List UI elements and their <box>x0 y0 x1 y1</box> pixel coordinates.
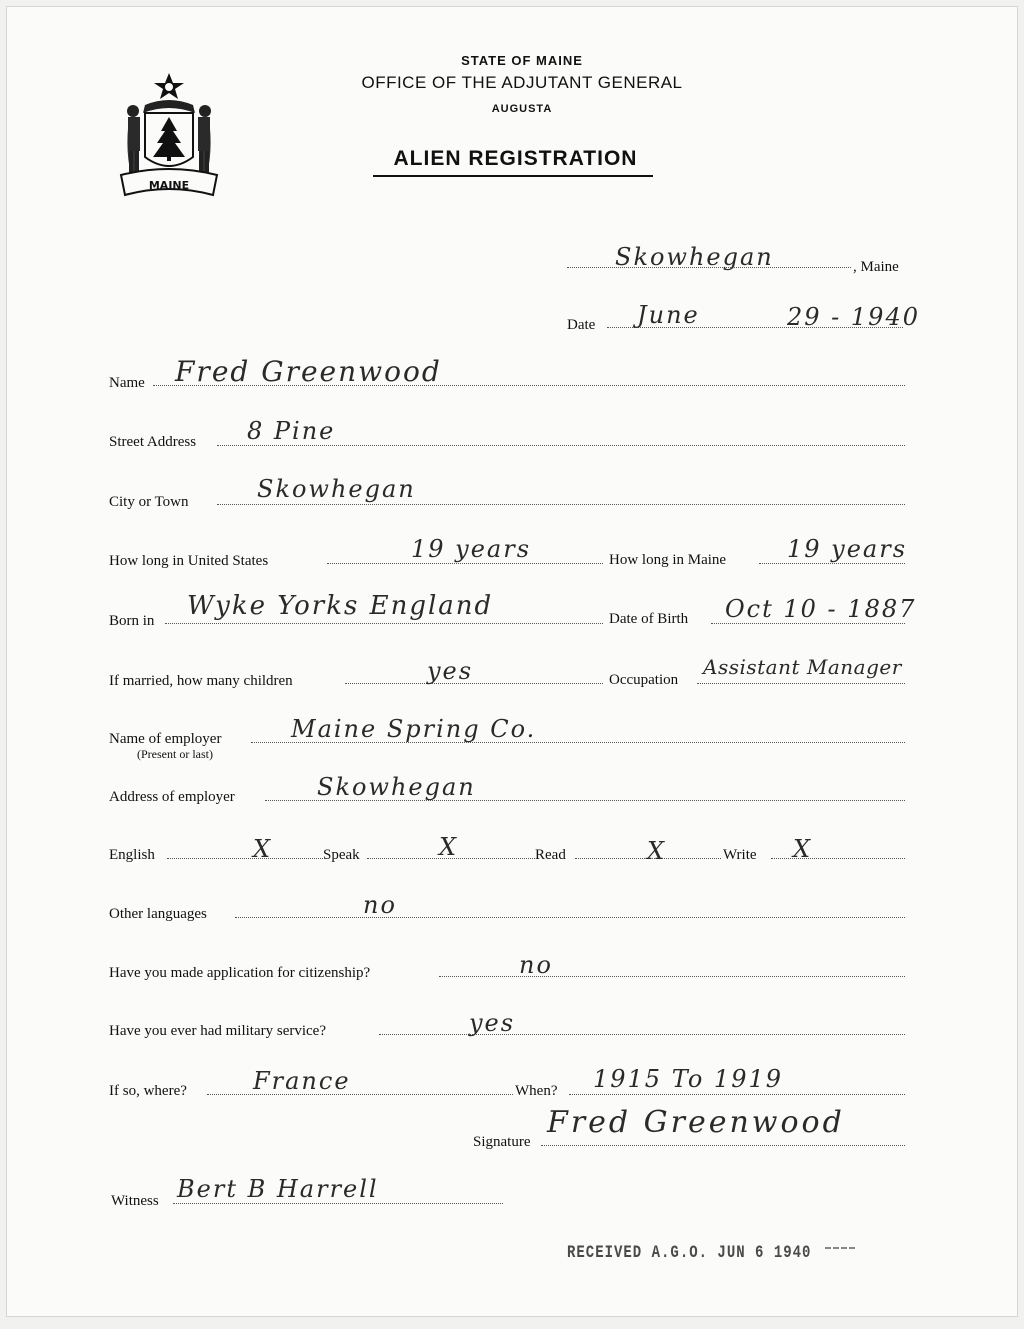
write-label: Write <box>723 847 757 863</box>
when-label: When? <box>515 1083 558 1099</box>
witness-value: Bert B Harrell <box>177 1175 379 1203</box>
place-value: Skowhegan <box>615 243 774 271</box>
occupation-value: Assistant Manager <box>703 655 902 679</box>
dob-line <box>711 623 905 624</box>
born-in-value: Wyke Yorks England <box>187 591 494 621</box>
header-office: OFFICE OF THE ADJUTANT GENERAL <box>361 73 683 92</box>
date-month-value: June <box>637 301 700 329</box>
speak-value: X <box>439 833 459 861</box>
form-page <box>6 6 1018 1317</box>
title-underline <box>373 175 653 177</box>
where-value: France <box>253 1067 351 1095</box>
citizenship-label: Have you made application for citizenship? <box>109 965 371 981</box>
employer-address-label: Address of employer <box>109 789 235 805</box>
name-label: Name <box>109 375 145 391</box>
employer-label: Name of employer <box>109 731 222 747</box>
other-languages-label: Other languages <box>109 906 207 922</box>
city-value: Skowhegan <box>257 475 416 503</box>
header-city: AUGUSTA <box>491 103 553 115</box>
dob-label: Date of Birth <box>609 611 689 627</box>
citizenship-line <box>439 976 905 977</box>
street-line <box>217 445 905 446</box>
form-title: ALIEN REGISTRATION <box>393 147 638 170</box>
date-rest-value: 29 - 1940 <box>787 303 920 331</box>
how-long-maine-value: 19 years <box>787 535 908 563</box>
married-value: yes <box>427 657 474 685</box>
read-label: Read <box>535 847 566 863</box>
received-stamp: RECEIVED A.G.O. JUN 6 1940 <box>567 1243 812 1263</box>
date-label: Date <box>567 317 596 333</box>
speak-label: Speak <box>323 847 360 863</box>
read-value: X <box>647 837 667 865</box>
city-line <box>217 504 905 505</box>
born-in-label: Born in <box>109 613 155 629</box>
employer-address-value: Skowhegan <box>317 773 476 801</box>
born-in-line <box>165 623 603 624</box>
occupation-label: Occupation <box>609 672 679 688</box>
signature-line <box>541 1145 905 1146</box>
married-label: If married, how many children <box>109 673 293 689</box>
english-label: English <box>109 847 155 863</box>
signature-label: Signature <box>473 1134 531 1150</box>
street-value: 8 Pine <box>247 417 336 445</box>
when-value: 1915 To 1919 <box>593 1065 784 1093</box>
other-languages-line <box>235 917 905 918</box>
witness-label: Witness <box>111 1193 159 1209</box>
maine-label: , Maine <box>853 259 899 275</box>
how-long-us-value: 19 years <box>411 535 532 563</box>
dob-value: Oct 10 - 1887 <box>725 595 917 623</box>
married-line <box>345 683 603 684</box>
seal-label: MAINE <box>148 179 190 192</box>
street-label: Street Address <box>109 434 197 450</box>
witness-line <box>173 1203 503 1204</box>
name-value: Fred Greenwood <box>175 355 442 388</box>
stamp-mark <box>825 1247 855 1255</box>
how-long-maine-line <box>759 563 905 564</box>
military-value: yes <box>469 1009 516 1037</box>
employer-sub-label: (Present or last) <box>137 747 213 761</box>
citizenship-value: no <box>519 951 553 979</box>
military-label: Have you ever had military service? <box>109 1023 326 1039</box>
how-long-maine-label: How long in Maine <box>609 552 727 568</box>
write-line <box>771 858 905 859</box>
write-value: X <box>793 835 813 863</box>
city-label: City or Town <box>109 494 189 510</box>
english-value: X <box>253 835 273 863</box>
other-languages-value: no <box>363 891 397 919</box>
state-seal-icon <box>115 69 223 197</box>
military-line <box>379 1034 905 1035</box>
how-long-us-label: How long in United States <box>109 553 269 569</box>
employer-value: Maine Spring Co. <box>291 715 537 743</box>
where-label: If so, where? <box>109 1083 187 1099</box>
english-line <box>167 858 323 859</box>
when-line <box>569 1094 905 1095</box>
signature-value: Fred Greenwood <box>547 1105 845 1140</box>
occupation-line <box>697 683 905 684</box>
header-state: STATE OF MAINE <box>461 53 583 68</box>
how-long-us-line <box>327 563 603 564</box>
